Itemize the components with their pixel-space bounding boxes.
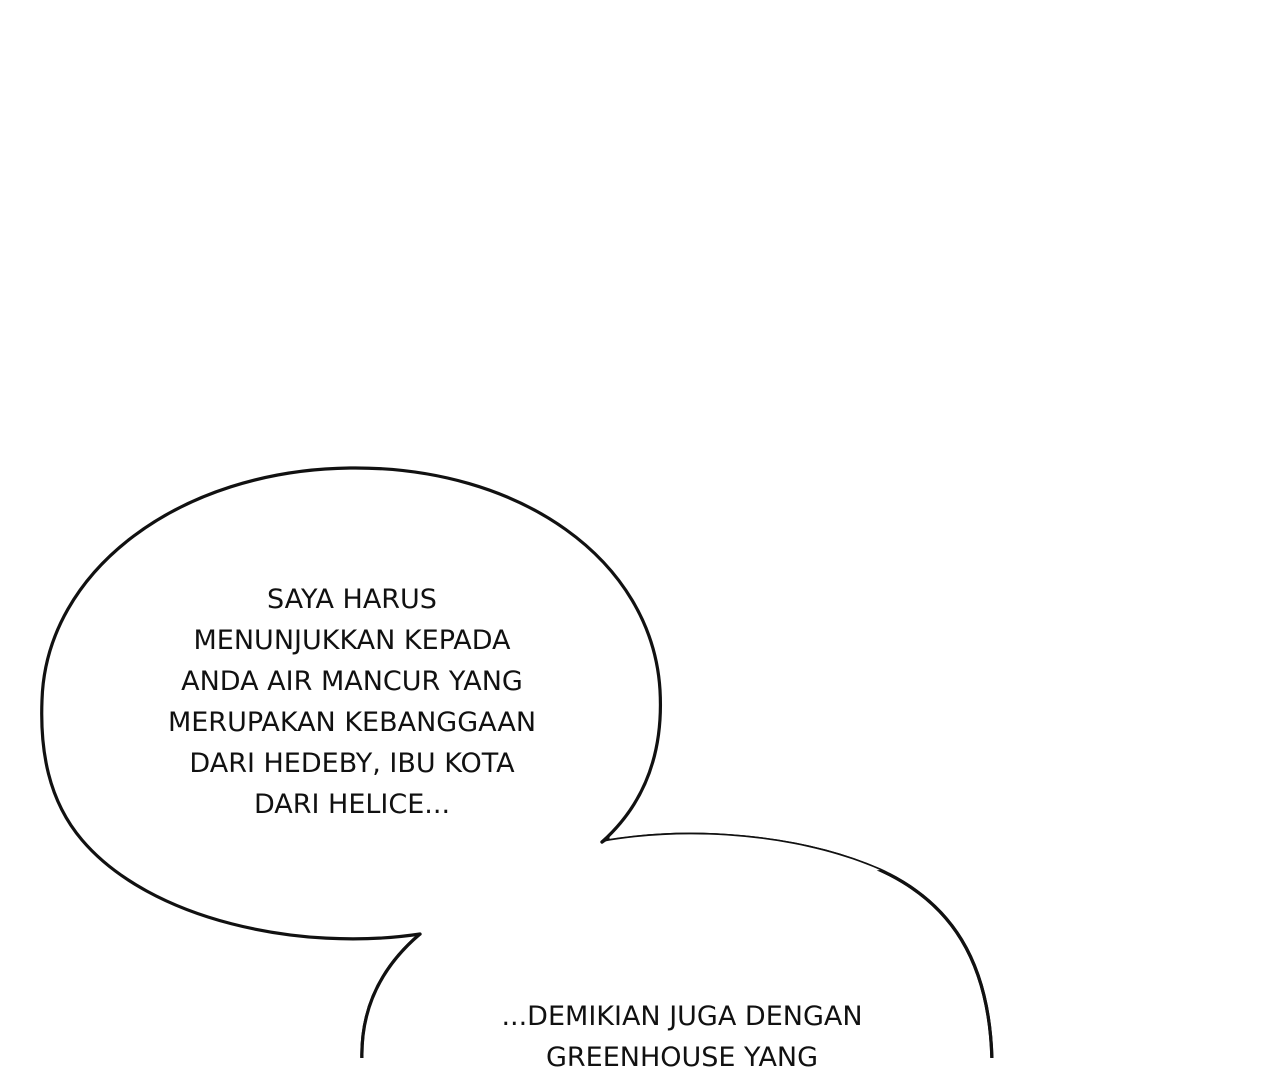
dialogue-line: MENUNJUKKAN KEPADA [193,625,511,656]
dialogue-line: ANDA AIR MANCUR YANG [181,666,523,697]
dialogue-line: ...DEMIKIAN JUGA DENGAN [501,1001,863,1032]
dialogue-line: SAYA HARUS [267,584,437,615]
speech-bubble-2-text [462,996,902,1078]
speech-bubble-1-text [132,579,572,825]
dialogue-line: DARI HEDEBY, IBU KOTA [189,748,515,779]
dialogue-line: DARI HELICE... [253,789,451,820]
dialogue-line: GREENHOUSE YANG [545,1042,819,1073]
dialogue-line: MERUPAKAN KEBANGGAAN [167,707,537,738]
